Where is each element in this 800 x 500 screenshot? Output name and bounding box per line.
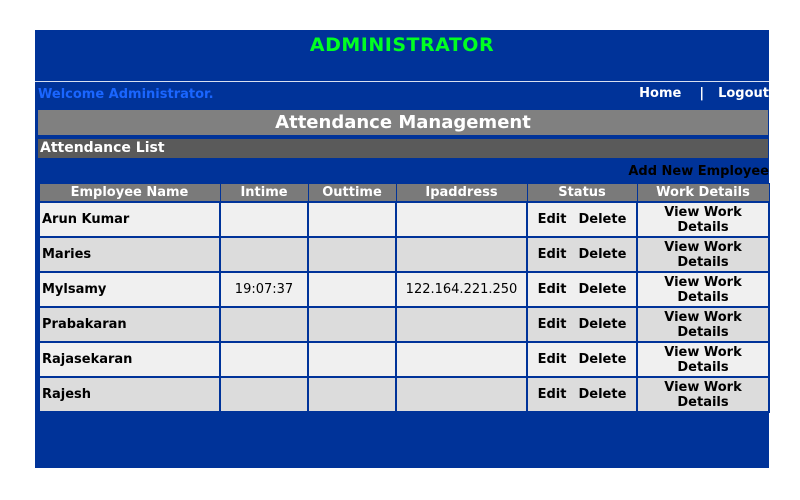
work-details-cell bbox=[637, 237, 769, 272]
app-title: ADMINISTRATOR bbox=[309, 34, 495, 56]
table-row bbox=[39, 377, 769, 412]
work-details-cell bbox=[637, 202, 769, 237]
view-work-details-link[interactable]: View Work Details bbox=[664, 239, 742, 270]
delete-link[interactable]: Delete bbox=[578, 212, 627, 227]
view-work-details-link[interactable]: View Work Details bbox=[664, 309, 742, 340]
table-header-row bbox=[39, 184, 769, 203]
status-cell bbox=[527, 377, 637, 412]
view-work-details-link[interactable]: View Work Details bbox=[664, 274, 742, 305]
work-details-cell bbox=[637, 342, 769, 377]
intime-cell bbox=[220, 377, 308, 412]
edit-link[interactable]: Edit bbox=[537, 212, 567, 227]
intime-cell bbox=[220, 237, 308, 272]
col-header-outtime: Outtime bbox=[308, 184, 396, 203]
ipaddress-cell bbox=[396, 237, 527, 272]
nav-separator: | bbox=[699, 86, 705, 101]
welcome-text: Welcome Administrator. bbox=[38, 87, 214, 102]
col-header-work-details: Work Details bbox=[637, 184, 769, 203]
list-title: Attendance List bbox=[38, 139, 768, 158]
col-header-employee-name: Employee Name bbox=[39, 184, 220, 203]
ipaddress-cell bbox=[396, 377, 527, 412]
status-cell bbox=[527, 342, 637, 377]
table-row bbox=[39, 202, 769, 237]
intime-cell: 19:07:37 bbox=[220, 272, 308, 307]
intime-cell bbox=[220, 342, 308, 377]
delete-link[interactable]: Delete bbox=[578, 282, 627, 297]
header-divider bbox=[35, 81, 769, 82]
outtime-cell bbox=[308, 307, 396, 342]
employee-name-cell: Mylsamy bbox=[39, 272, 220, 307]
app-frame bbox=[35, 30, 769, 468]
ipaddress-cell bbox=[396, 307, 527, 342]
table-row bbox=[39, 307, 769, 342]
delete-link[interactable]: Delete bbox=[578, 387, 627, 402]
edit-link[interactable]: Edit bbox=[537, 317, 567, 332]
work-details-cell bbox=[637, 272, 769, 307]
ipaddress-cell bbox=[396, 342, 527, 377]
edit-link[interactable]: Edit bbox=[537, 387, 567, 402]
employee-name-cell: Rajasekaran bbox=[39, 342, 220, 377]
outtime-cell bbox=[308, 272, 396, 307]
work-details-cell bbox=[637, 377, 769, 412]
delete-link[interactable]: Delete bbox=[578, 247, 627, 262]
edit-link[interactable]: Edit bbox=[537, 247, 567, 262]
add-new-employee-link[interactable]: Add New Employee bbox=[628, 164, 769, 179]
status-cell bbox=[527, 272, 637, 307]
view-work-details-link[interactable]: View Work Details bbox=[664, 379, 742, 410]
outtime-cell bbox=[308, 237, 396, 272]
col-header-intime: Intime bbox=[220, 184, 308, 203]
ipaddress-cell bbox=[396, 202, 527, 237]
work-details-cell bbox=[637, 307, 769, 342]
attendance-table bbox=[38, 183, 770, 413]
table-row bbox=[39, 272, 769, 307]
edit-link[interactable]: Edit bbox=[537, 352, 567, 367]
top-nav bbox=[639, 86, 769, 101]
status-cell bbox=[527, 237, 637, 272]
delete-link[interactable]: Delete bbox=[578, 317, 627, 332]
ipaddress-cell: 122.164.221.250 bbox=[396, 272, 527, 307]
logout-link[interactable]: Logout bbox=[718, 86, 769, 101]
intime-cell bbox=[220, 307, 308, 342]
outtime-cell bbox=[308, 377, 396, 412]
outtime-cell bbox=[308, 342, 396, 377]
edit-link[interactable]: Edit bbox=[537, 282, 567, 297]
employee-name-cell: Arun Kumar bbox=[39, 202, 220, 237]
status-cell bbox=[527, 202, 637, 237]
home-link[interactable]: Home bbox=[639, 86, 682, 101]
status-cell bbox=[527, 307, 637, 342]
employee-name-cell: Rajesh bbox=[39, 377, 220, 412]
employee-name-cell: Maries bbox=[39, 237, 220, 272]
col-header-ipaddress: Ipaddress bbox=[396, 184, 527, 203]
intime-cell bbox=[220, 202, 308, 237]
employee-name-cell: Prabakaran bbox=[39, 307, 220, 342]
table-row bbox=[39, 237, 769, 272]
section-title: Attendance Management bbox=[38, 110, 768, 135]
view-work-details-link[interactable]: View Work Details bbox=[664, 204, 742, 235]
table-row bbox=[39, 342, 769, 377]
outtime-cell bbox=[308, 202, 396, 237]
delete-link[interactable]: Delete bbox=[578, 352, 627, 367]
view-work-details-link[interactable]: View Work Details bbox=[664, 344, 742, 375]
col-header-status: Status bbox=[527, 184, 637, 203]
